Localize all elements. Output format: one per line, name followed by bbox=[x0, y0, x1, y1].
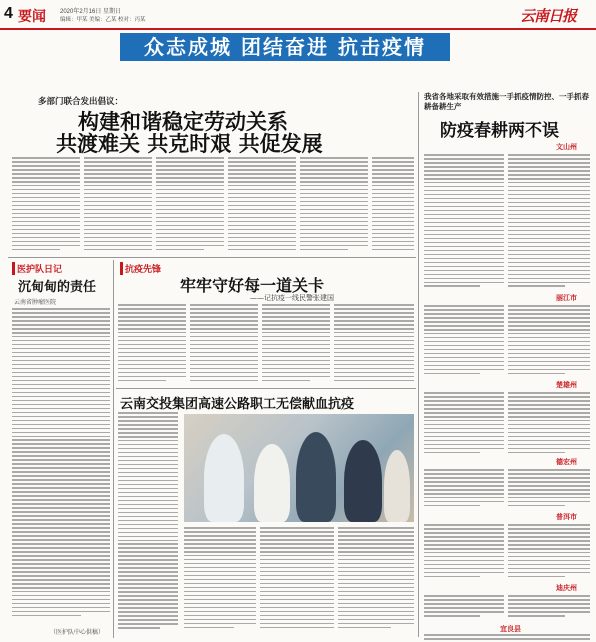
article2-body-col3 bbox=[262, 304, 330, 384]
article2-title: 牢牢守好每一道关卡 bbox=[180, 276, 325, 295]
column-divider bbox=[418, 92, 419, 637]
article1-body-col1 bbox=[12, 157, 80, 255]
right-sub1: 文山州 bbox=[556, 143, 577, 151]
header-rule bbox=[0, 28, 596, 30]
section-divider-2 bbox=[116, 388, 416, 389]
article1-body-col5 bbox=[300, 157, 368, 255]
section-name: 要闻 bbox=[18, 8, 46, 24]
diary-subtitle: 云南省肿瘤医院 bbox=[14, 299, 57, 306]
pioneer-column-label: 抗疫先锋 bbox=[120, 262, 161, 275]
article3-body-col1 bbox=[118, 412, 178, 634]
article3-body-col2 bbox=[184, 527, 256, 634]
theme-banner: 众志成城 团结奋进 抗击疫情 bbox=[120, 33, 450, 61]
right-sub7: 宜良县 bbox=[500, 625, 521, 633]
diary-footer: （医护队中心供稿） bbox=[50, 629, 105, 636]
article1-kicker: 多部门联合发出倡议： bbox=[38, 97, 124, 107]
diary-body bbox=[12, 308, 110, 624]
article3-body-col3 bbox=[260, 527, 334, 634]
right-kicker: 我省各地采取有效措施一手抓疫情防控、一手抓春耕备耕生产 bbox=[424, 92, 589, 111]
right-body-1a bbox=[424, 154, 504, 290]
right-body-7 bbox=[424, 634, 590, 642]
article1-body-col4 bbox=[228, 157, 296, 255]
right-title: 防疫春耕两不误 bbox=[440, 121, 559, 141]
right-sub3: 楚雄州 bbox=[556, 381, 577, 389]
article3-body-col4 bbox=[338, 527, 414, 634]
article2-subtitle: ——记抗疫一线民警张建国 bbox=[250, 294, 334, 302]
date-line: 2020年2月16日 星期日 bbox=[60, 9, 122, 15]
article1-body-col3 bbox=[156, 157, 224, 255]
right-body-1b bbox=[508, 154, 590, 290]
right-body-3b bbox=[508, 392, 590, 454]
right-sub6: 迪庆州 bbox=[556, 584, 577, 592]
right-body-2a bbox=[424, 305, 504, 377]
article1-title-line2: 共渡难关 共克时艰 共促发展 bbox=[56, 131, 323, 156]
right-body-4a bbox=[424, 469, 504, 509]
right-body-5b bbox=[508, 524, 590, 580]
blood-donation-photo bbox=[184, 414, 414, 522]
masthead-logo: 云南日报 bbox=[520, 7, 577, 25]
article3-title: 云南交投集团高速公路职工无偿献血抗疫 bbox=[120, 397, 355, 412]
article1-body-col2 bbox=[84, 157, 152, 255]
diary-title: 沉甸甸的责任 bbox=[18, 280, 97, 295]
right-sub5: 普洱市 bbox=[556, 513, 577, 521]
right-body-4b bbox=[508, 469, 590, 509]
article1-title-line1: 构建和谐稳定劳动关系 bbox=[78, 109, 288, 134]
right-body-2b bbox=[508, 305, 590, 377]
section-divider bbox=[8, 257, 416, 258]
article2-body-col2 bbox=[190, 304, 258, 384]
diary-column-label: 医护队日记 bbox=[12, 262, 62, 275]
right-body-6b bbox=[508, 595, 590, 619]
article2-body-col1 bbox=[118, 304, 186, 384]
editors-line: 编辑：甲某 美编：乙某 校对：丙某 bbox=[60, 17, 146, 23]
right-sub2: 丽江市 bbox=[556, 294, 577, 302]
article2-body-col4 bbox=[334, 304, 414, 384]
right-body-5a bbox=[424, 524, 504, 580]
sidebar-divider bbox=[113, 260, 114, 638]
page-number: 4 bbox=[4, 5, 13, 22]
right-sub4: 德宏州 bbox=[556, 458, 577, 466]
right-body-6a bbox=[424, 595, 504, 619]
article1-body-col6 bbox=[372, 157, 414, 255]
right-body-3a bbox=[424, 392, 504, 454]
